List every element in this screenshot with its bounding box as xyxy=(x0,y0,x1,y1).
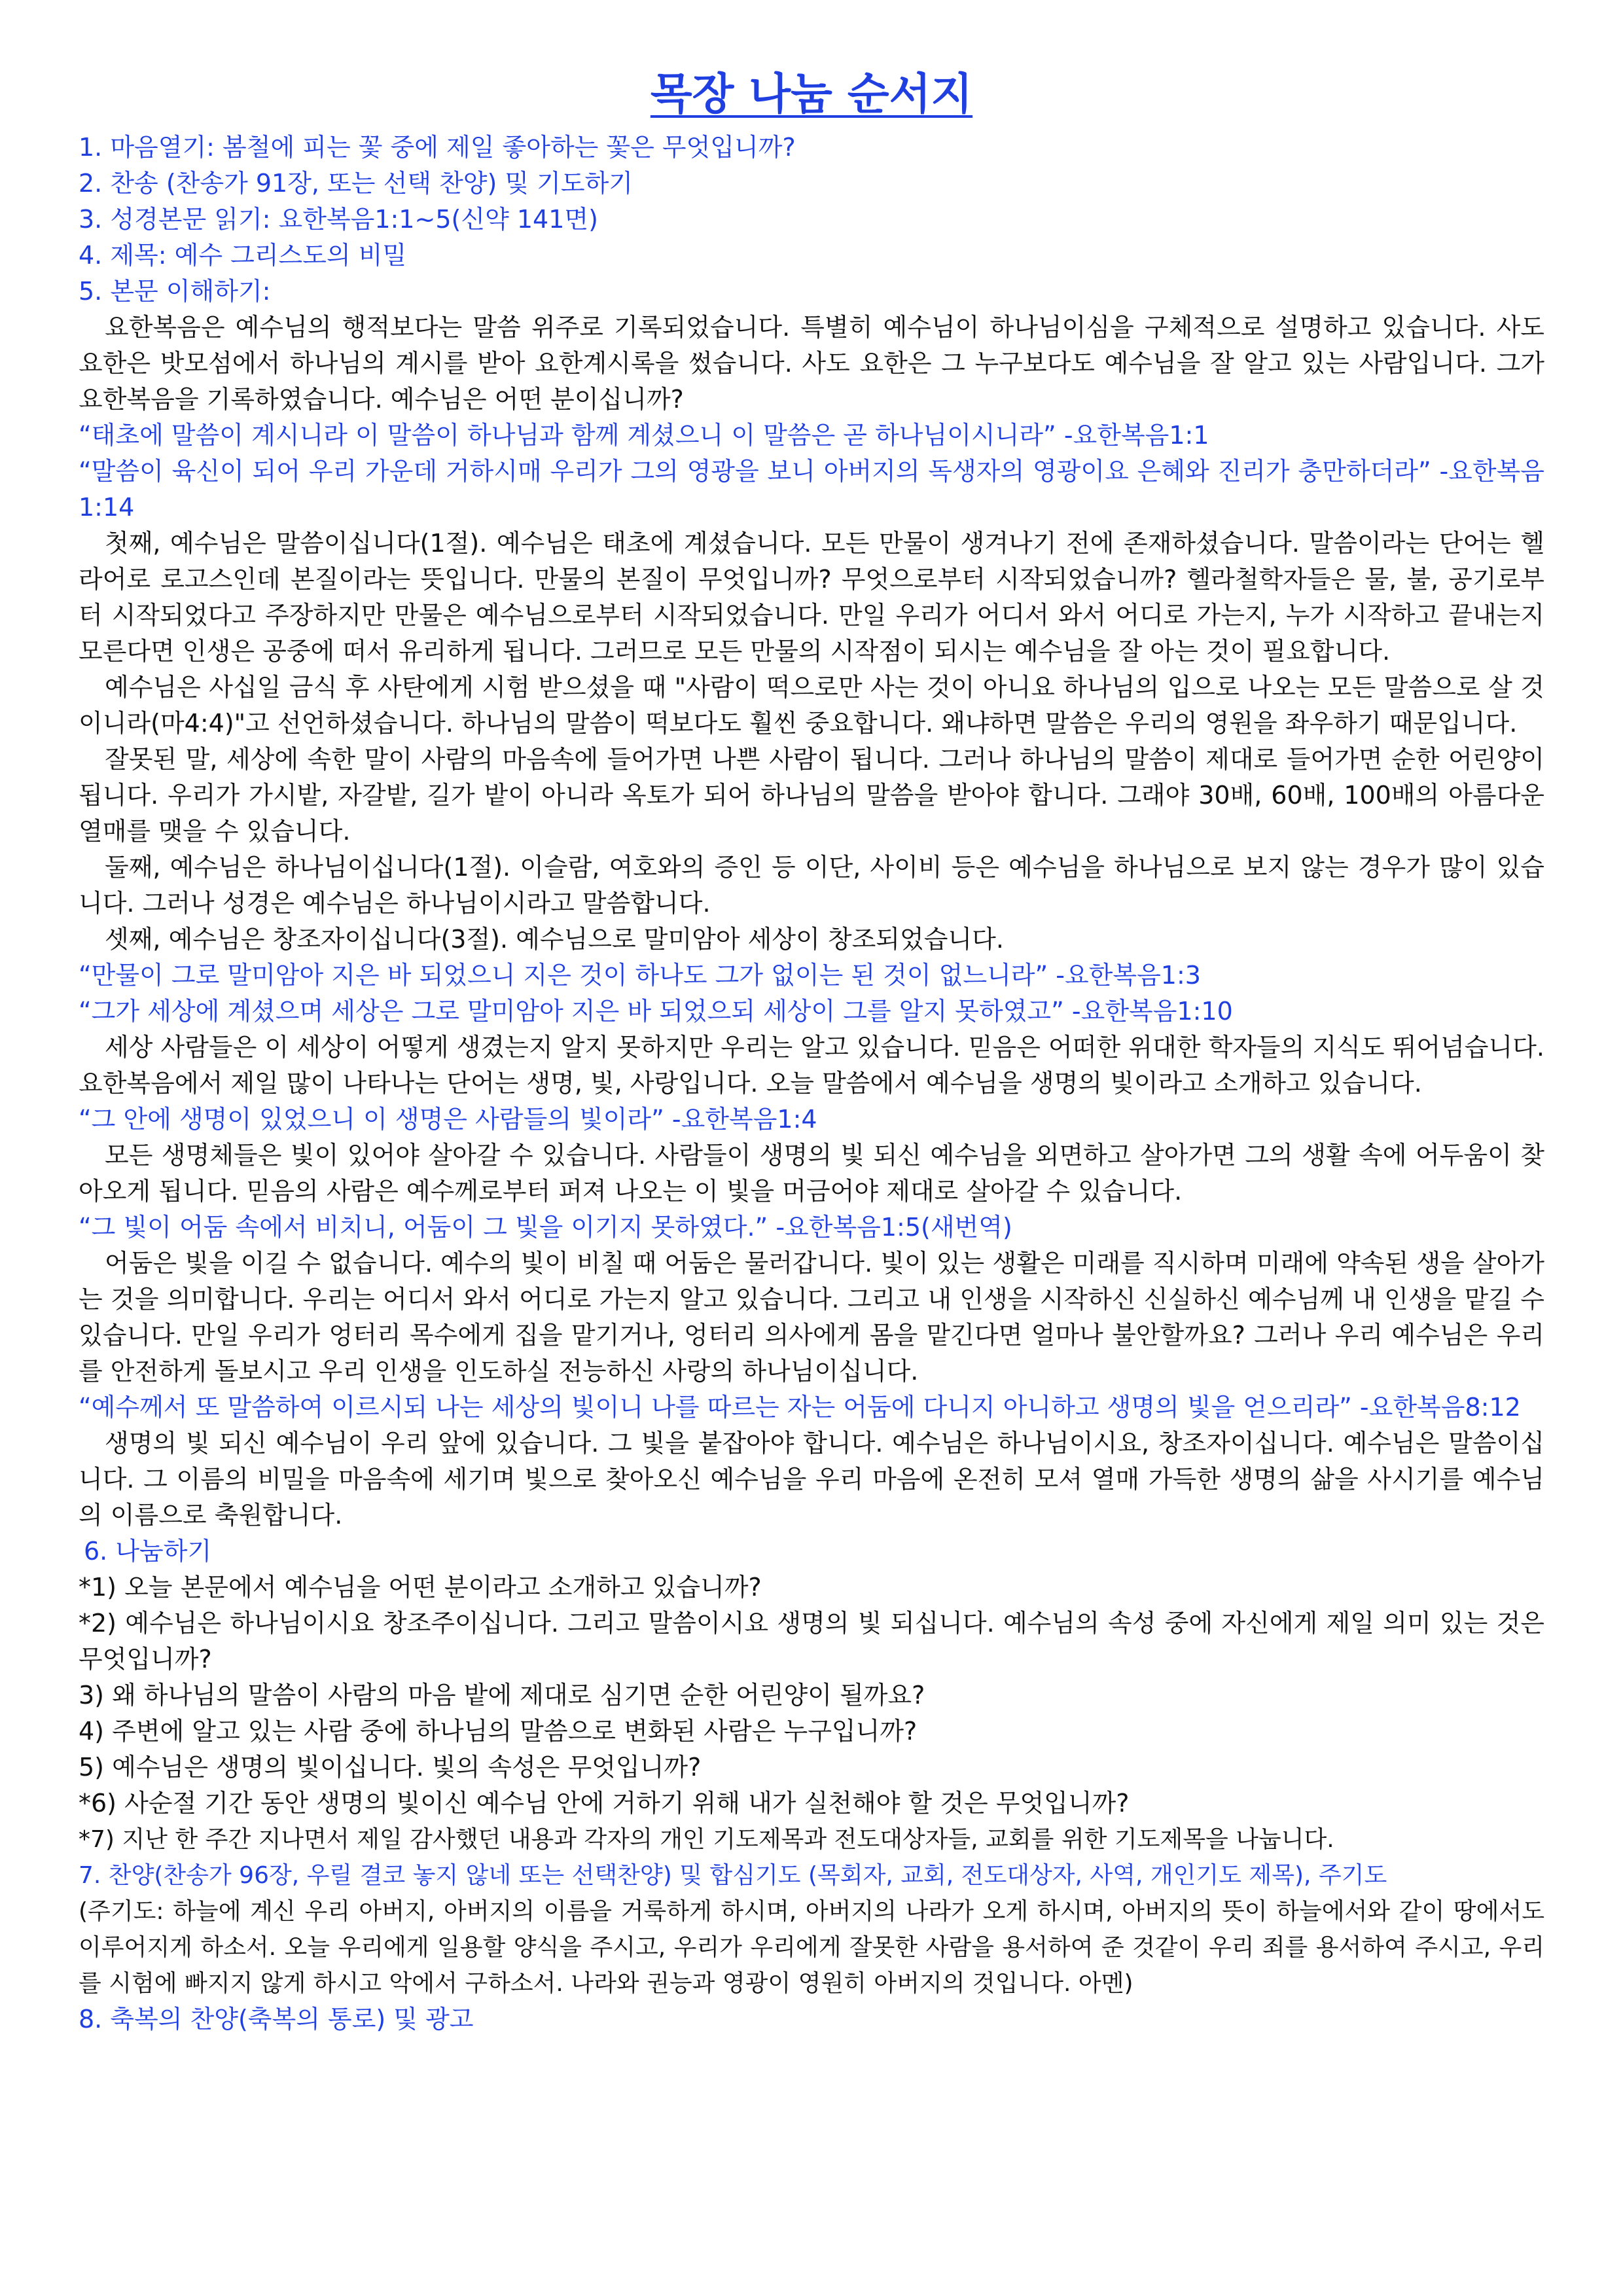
sharing-heading: 6. 나눔하기 xyxy=(84,1537,212,1566)
scripture-quote: “그가 세상에 계셨으며 세상은 그로 말미암아 지은 바 되었으되 세상이 그를 알지 못하였고” -요한복음1:10 xyxy=(79,997,1233,1026)
body-paragraph: 첫째, 예수님은 말씀이십니다(1절). 예수님은 태초에 계셨습니다. 모든 만물이 생겨나기 전에 존재하셨습니다. 말씀이라는 단어는 헬라어로 로고스인데 본질이라는 뜻입니다. 만물의 본질이 무엇입니까? 무엇으로부터 시작되었습니까? 헬라철학자들은 물, 불, 공기로부터 시작되었다고 주장하지만 만물은 예수님으로부터 시작되었습니다. 만일 우리가 어디서 와서 어디로 가는지, 누가 시작하고 끝내는지 모른다면 인생은 공중에 떠서 유리하게 됩니다. 그러므로 모든 만물의 시작점이 되시는 예수님을 잘 아는 것이 필요합니다. xyxy=(79,529,1544,666)
order-list xyxy=(79,130,1544,310)
scripture-quote: “만물이 그로 말미암아 지은 바 되었으니 지은 것이 하나도 그가 없이는 된 것이 없느니라” -요한복음1:3 xyxy=(79,961,1201,990)
body-paragraph: 잘못된 말, 세상에 속한 말이 사람의 마음속에 들어가면 나쁜 사람이 됩니다. 그러나 하나님의 말씀이 제대로 들어가면 순한 어린양이 됩니다. 우리가 가시밭, 자갈밭, 길가 밭이 아니라 옥토가 되어 하나님의 말씀을 받아야 합니다. 그래야 30배, 60배, 100배의 아름다운 열매를 맺을 수 있습니다. xyxy=(79,745,1544,846)
lords-prayer-text: (주기도: 하늘에 계신 우리 아버지, 아버지의 이름을 거룩하게 하시며, 아버지의 나라가 오게 하시며, 아버지의 뜻이 하늘에서와 같이 땅에서도 이루어지게 하소서. 오늘 우리에게 일용할 양식을 주시고, 우리가 우리에게 잘못한 사람을 용서하여 준 것같이 우리 죄를 용서하여 주시고, 우리를 시험에 빠지지 않게 하시고 악에서 구하소서. 나라와 권능과 영광이 영원히 아버지의 것입니다. 아멘) xyxy=(79,1898,1544,1997)
sharing-question: *2) 예수님은 하나님이시요 창조주이십니다. 그리고 말씀이시요 생명의 빛 되십니다. 예수님의 속성 중에 자신에게 제일 의미 있는 것은 무엇입니까? xyxy=(79,1609,1544,1674)
scripture-quote: “그 안에 생명이 있었으니 이 생명은 사람들의 빛이라” -요한복음1:4 xyxy=(79,1105,817,1134)
page-title: 목장 나눔 순서지 xyxy=(650,69,973,119)
sharing-section xyxy=(79,1534,1544,1857)
body-paragraph: 모든 생명체들은 빛이 있어야 살아갈 수 있습니다. 사람들이 생명의 빛 되신 예수님을 외면하고 살아가면 그의 생활 속에 어두움이 찾아오게 됩니다. 믿음의 사람은 예수께로부터 퍼져 나오는 이 빛을 머금어야 제대로 살아갈 수 있습니다. xyxy=(79,1141,1544,1206)
scripture-quote: “말씀이 육신이 되어 우리 가운데 거하시매 우리가 그의 영광을 보니 아버지의 독생자의 영광이요 은혜와 진리가 충만하더라” -요한복음1:14 xyxy=(79,457,1544,522)
scripture-quote: “예수께서 또 말씀하여 이르시되 나는 세상의 빛이니 나를 따르는 자는 어둠에 다니지 아니하고 생명의 빛을 얻으리라” -요한복음8:12 xyxy=(79,1393,1521,1422)
order-item-understanding: 5. 본문 이해하기: xyxy=(79,277,271,306)
sharing-question: 5) 예수님은 생명의 빛이십니다. 빛의 속성은 무엇입니까? xyxy=(79,1753,702,1782)
body-paragraph: 세상 사람들은 이 세상이 어떻게 생겼는지 알지 못하지만 우리는 알고 있습니다. 믿음은 어떠한 위대한 학자들의 지식도 뛰어넘습니다. 요한복음에서 제일 많이 나타나는 단어는 생명, 빛, 사랑입니다. 오늘 말씀에서 예수님을 생명의 빛이라고 소개하고 있습니다. xyxy=(79,1033,1544,1098)
body-paragraph: 둘째, 예수님은 하나님이십니다(1절). 이슬람, 여호와의 증인 등 이단, 사이비 등은 예수님을 하나님으로 보지 않는 경우가 많이 있습니다. 그러나 성경은 예수님은 하나님이시라고 말씀합니다. xyxy=(79,853,1544,918)
sermon-body xyxy=(79,310,1544,1534)
closing-section xyxy=(79,1857,1544,2037)
scripture-quote: “그 빛이 어둠 속에서 비치니, 어둠이 그 빛을 이기지 못하였다.” -요한복음1:5(새번역) xyxy=(79,1213,1012,1242)
closing-item-prayer: 7. 찬양(찬송가 96장, 우릴 결코 놓지 않네 또는 선택찬양) 및 합심기도 (목회자, 교회, 전도대상자, 사역, 개인기도 제목), 주기도 xyxy=(79,1862,1387,1889)
order-item-scripture: 3. 성경본문 읽기: 요한복음1:1~5(신약 141면) xyxy=(79,205,598,234)
body-paragraph: 생명의 빛 되신 예수님이 우리 앞에 있습니다. 그 빛을 붙잡아야 합니다. 예수님은 하나님이시요, 창조자이십니다. 예수님은 말씀이십니다. 그 이름의 비밀을 마음속에 세기며 빛으로 찾아오신 예수님을 우리 마음에 온전히 모셔 열매 가득한 생명의 삶을 사시기를 예수님의 이름으로 축원합니다. xyxy=(79,1429,1544,1530)
scripture-quote: “태초에 말씀이 계시니라 이 말씀이 하나님과 함께 계셨으니 이 말씀은 곧 하나님이시니라” -요한복음1:1 xyxy=(79,421,1209,450)
closing-item-blessing: 8. 축복의 찬양(축복의 통로) 및 광고 xyxy=(79,2005,474,2034)
body-paragraph: 요한복음은 예수님의 행적보다는 말씀 위주로 기록되었습니다. 특별히 예수님이 하나님이심을 구체적으로 설명하고 있습니다. 사도 요한은 밧모섬에서 하나님의 계시를 받아 요한계시록을 썼습니다. 사도 요한은 그 누구보다도 예수님을 잘 알고 있는 사람입니다. 그가 요한복음을 기록하였습니다. 예수님은 어떤 분이십니까? xyxy=(79,313,1544,414)
order-item-icebreaker: 1. 마음열기: 봄철에 피는 꽃 중에 제일 좋아하는 꽃은 무엇입니까? xyxy=(79,133,796,162)
sharing-question: *7) 지난 한 주간 지나면서 제일 감사했던 내용과 각자의 개인 기도제목과 전도대상자들, 교회를 위한 기도제목을 나눕니다. xyxy=(79,1826,1334,1853)
order-item-sermon-title: 4. 제목: 예수 그리스도의 비밀 xyxy=(79,241,407,270)
sharing-question: *6) 사순절 기간 동안 생명의 빛이신 예수님 안에 거하기 위해 내가 실천해야 할 것은 무엇입니까? xyxy=(79,1789,1130,1818)
sharing-question: *1) 오늘 본문에서 예수님을 어떤 분이라고 소개하고 있습니까? xyxy=(79,1573,762,1602)
body-paragraph: 어둠은 빛을 이길 수 없습니다. 예수의 빛이 비칠 때 어둠은 물러갑니다. 빛이 있는 생활은 미래를 직시하며 미래에 약속된 생을 살아가는 것을 의미합니다. 우리는 어디서 와서 어디로 가는지 알고 있습니다. 그리고 내 인생을 시작하신 신실하신 예수님께 내 인생을 맡길 수 있습니다. 만일 우리가 엉터리 목수에게 집을 맡기거나, 엉터리 의사에게 몸을 맡긴다면 얼마나 불안할까요? 그러나 우리 예수님은 우리를 안전하게 돌보시고 우리 인생을 인도하실 전능하신 사랑의 하나님이십니다. xyxy=(79,1249,1544,1386)
sharing-question: 3) 왜 하나님의 말씀이 사람의 마음 밭에 제대로 심기면 순한 어린양이 될까요? xyxy=(79,1681,925,1710)
sharing-question: 4) 주변에 알고 있는 사람 중에 하나님의 말씀으로 변화된 사람은 누구입니까? xyxy=(79,1717,918,1746)
body-paragraph: 셋째, 예수님은 창조자이십니다(3절). 예수님으로 말미암아 세상이 창조되었습니다. xyxy=(105,925,1004,954)
order-item-hymn: 2. 찬송 (찬송가 91장, 또는 선택 찬양) 및 기도하기 xyxy=(79,169,633,198)
body-paragraph: 예수님은 사십일 금식 후 사탄에게 시험 받으셨을 때 "사람이 떡으로만 사는 것이 아니요 하나님의 입으로 나오는 모든 말씀으로 살 것이니라(마4:4)"고 선언하셨습니다. 하나님의 말씀이 떡보다도 훨씬 중요합니다. 왜냐하면 말씀은 우리의 영원을 좌우하기 때문입니다. xyxy=(79,673,1544,738)
